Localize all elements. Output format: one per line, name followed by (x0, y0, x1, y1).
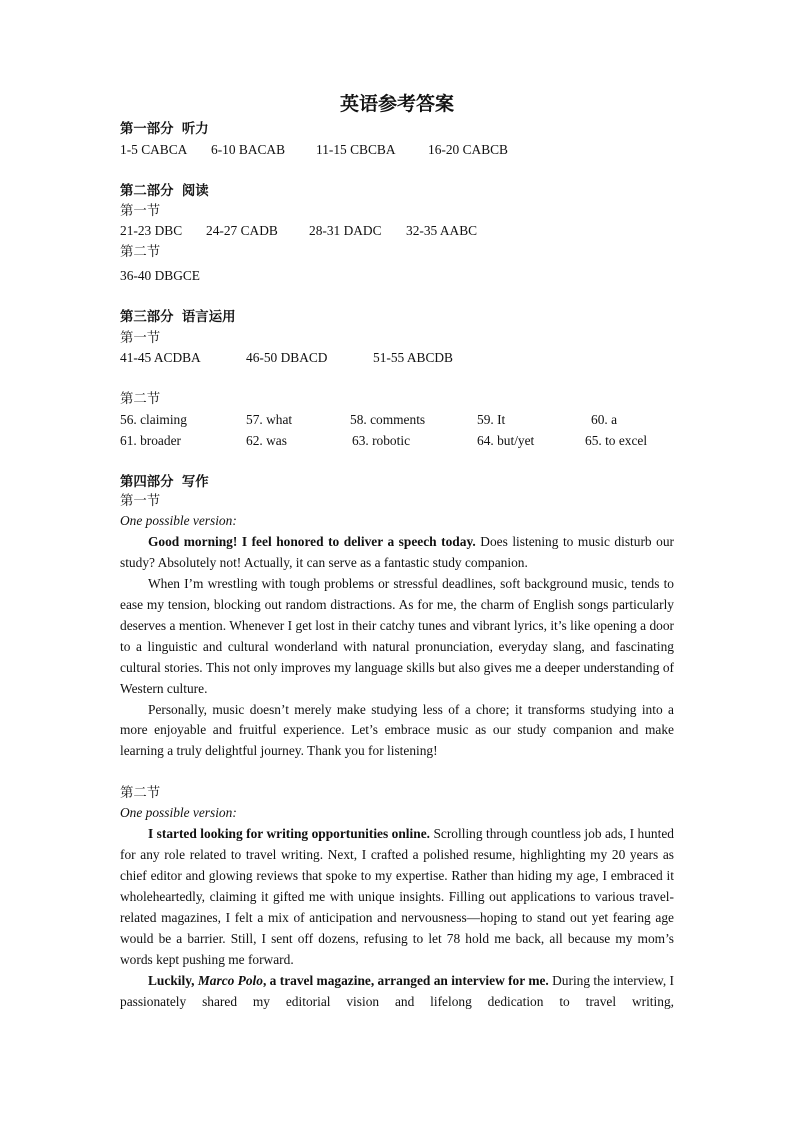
answer-group: 36-40 DBGCE (120, 267, 200, 283)
paragraph-text: Does listening to music disturb our study? Absolutely not! Actually, it can serve as a fantastic study companion. (120, 534, 674, 571)
part3-section2-answer-row-2 (120, 430, 674, 451)
part2-heading: 第二部分 阅读 (120, 182, 209, 198)
answer-group: 6-10 BACAB (211, 141, 286, 157)
fill-in-answer: 63. robotic (352, 432, 411, 448)
part3-section2-label: 第二节 (120, 390, 161, 406)
part3-section1-label: 第一节 (120, 329, 161, 345)
answer-group: 16-20 CABCB (428, 141, 508, 157)
topic-sentence-start: Luckily, (148, 972, 198, 988)
part1-heading: 第一部分 听力 (120, 120, 209, 136)
part4-section2-essay (120, 783, 674, 1013)
part2-section1-label: 第一节 (120, 202, 161, 218)
essay-paragraph (120, 532, 674, 574)
fill-in-answer: 61. broader (120, 432, 181, 448)
answer-group: 51-55 ABCDB (373, 349, 453, 365)
paragraph-text: Personally, music doesn’t merely make studying less of a chore; it transforms studying into a more enjoyable and fruitful experience. Let’s embrace music as our study companion and make learning a truly delightful journey. Thank you for listening! (120, 701, 674, 759)
fill-in-answer: 60. a (591, 411, 618, 427)
answer-group: 11-15 CBCBA (316, 141, 396, 157)
part4-section2-label: 第二节 (120, 784, 161, 800)
topic-sentence: I started looking for writing opportunities online. (148, 826, 430, 842)
version-label: One possible version: (120, 805, 237, 821)
essay-paragraph (120, 824, 674, 970)
paragraph-text: Scrolling through countless job ads, I hunted for any role related to travel writing. Next, I crafted a polished resume, highlighting my 20 years as chief editor and glowing reviews that spoke to my expertise. Rather than hiding my age, I embraced it wholeheartedly, claiming it gifted me with unique insights. Filling out applications to various travel-related magazines, I felt a mix of anticipation and nervousness—hoping to stand out yet fearing age would be a barrier. Still, I sent off dozens, refusing to let 78 hold me back, all because my mom’s words kept pushing me forward. (120, 826, 674, 967)
fill-in-answer: 57. what (246, 411, 293, 427)
answer-group: 32-35 AABC (406, 222, 478, 238)
part4-section1-essay (120, 491, 674, 763)
part1-answer-row (120, 139, 674, 160)
part4-section1-label: 第一节 (120, 492, 161, 508)
answer-group: 1-5 CABCA (120, 141, 188, 157)
answer-group: 21-23 DBC (120, 222, 183, 238)
version-label: One possible version: (120, 513, 237, 529)
part2-section1-answer-row (120, 220, 674, 241)
essay-paragraph (120, 700, 674, 763)
page-title: 英语参考答案 (339, 94, 454, 115)
part3-heading: 第三部分 语言运用 (120, 308, 236, 324)
paragraph-text: During the interview, I passionately shared my editorial vision and lifelong dedication to travel writing, (120, 972, 674, 1009)
topic-sentence: Good morning! I feel honored to deliver a speech today. (148, 534, 476, 550)
essay-paragraph (120, 574, 674, 699)
fill-in-answer: 64. but/yet (477, 432, 535, 448)
topic-sentence-end: , a travel magazine, arranged an interview for me. (262, 972, 549, 988)
essay-paragraph (120, 971, 674, 1013)
fill-in-answer: 56. claiming (120, 411, 187, 427)
part3-section2-answer-row-1 (120, 409, 674, 430)
fill-in-answer: 58. comments (350, 411, 426, 427)
answer-group: 46-50 DBACD (246, 349, 328, 365)
part4-heading: 第四部分 写作 (120, 473, 209, 489)
magazine-title: Marco Polo (197, 972, 263, 988)
fill-in-answer: 65. to excel (585, 432, 648, 448)
answer-group: 24-27 CADB (206, 222, 278, 238)
fill-in-answer: 59. It (477, 411, 506, 427)
paragraph-text: When I’m wrestling with tough problems or stressful deadlines, soft background music, tends to ease my tension, blocking out random distractions. As for me, the charm of English songs particularly deserves a mention. Whenever I get lost in their catchy tunes and vibrant lyrics, it’s like opening a door to a linguistic and cultural wonderland with natural pronunciation, everyday slang, and fascinating cultural stories. This not only improves my language skills but also gives me a deeper understanding of Western culture. (120, 576, 674, 696)
answer-group: 41-45 ACDBA (120, 349, 201, 365)
part3-section1-answer-row (120, 347, 674, 368)
answer-group: 28-31 DADC (309, 222, 382, 238)
fill-in-answer: 62. was (246, 432, 287, 448)
part2-section2-label: 第二节 (120, 243, 161, 259)
part2-section2-answer-row (120, 265, 674, 286)
